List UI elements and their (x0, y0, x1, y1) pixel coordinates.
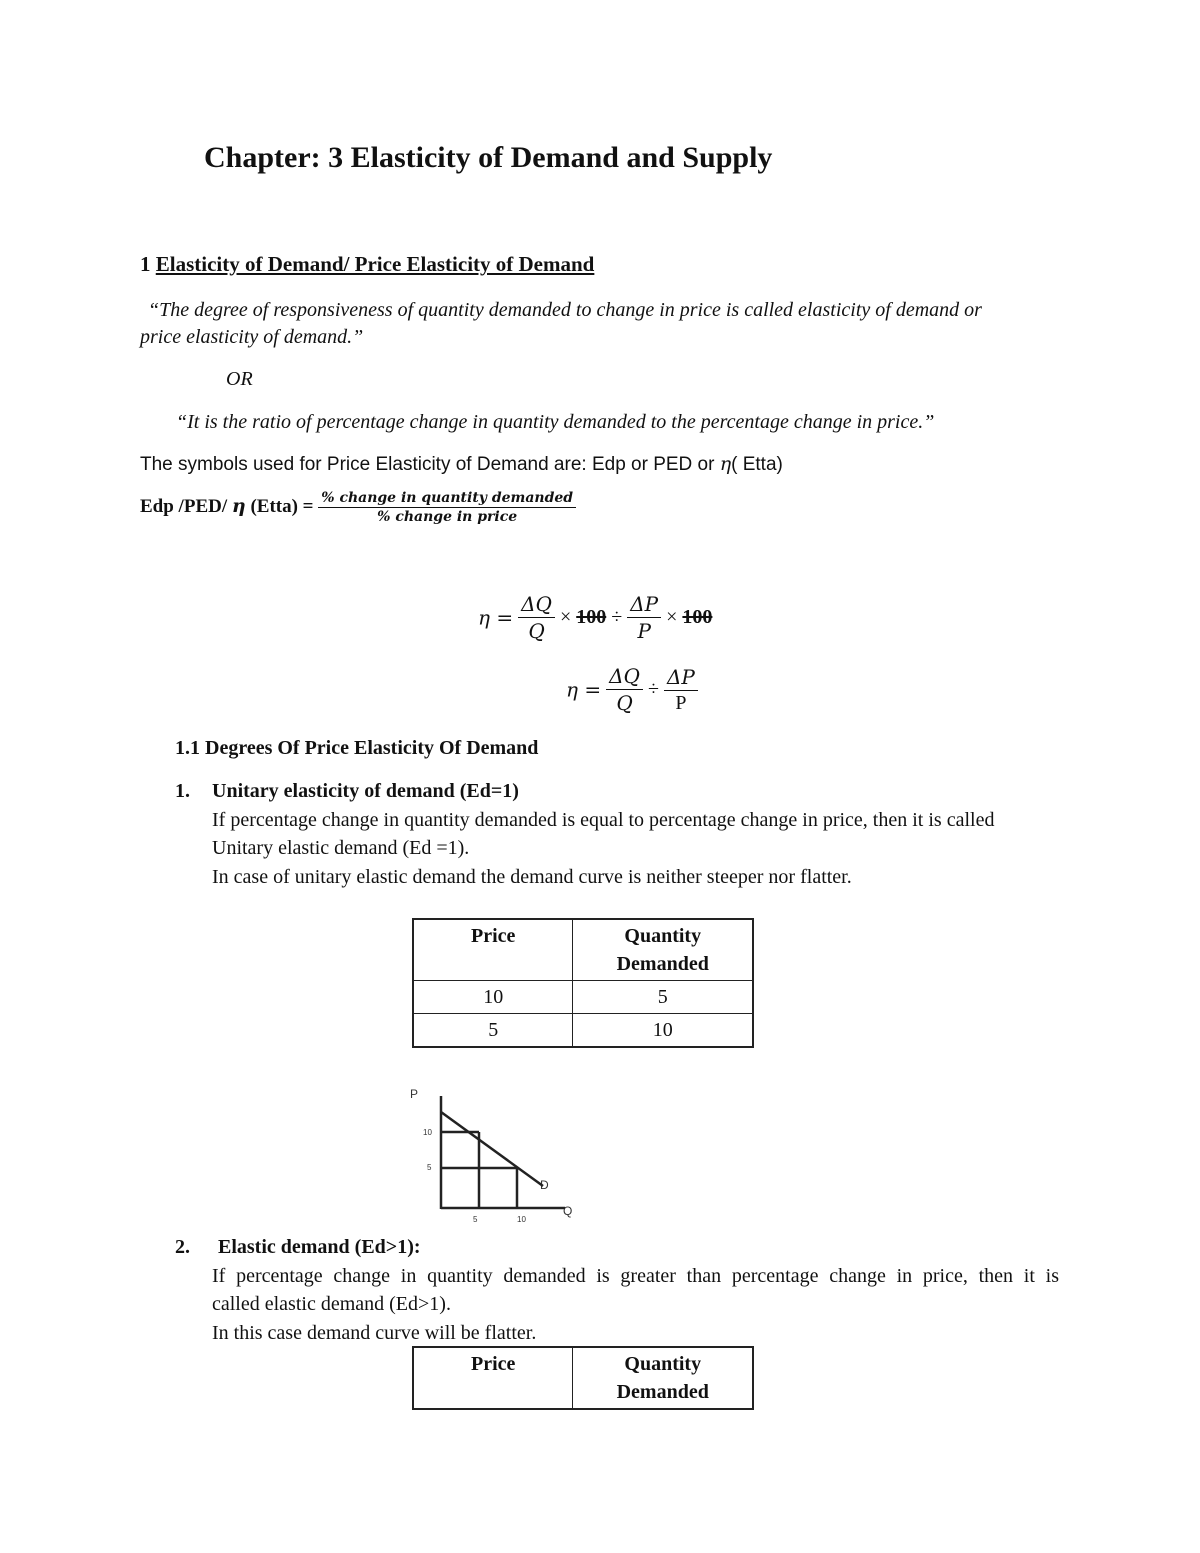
x-tick-5: 5 (473, 1215, 478, 1224)
header-price: Price (413, 1347, 573, 1409)
or-separator: OR (226, 368, 253, 390)
cell-quantity: 5 (573, 981, 753, 1014)
equation-1 (478, 592, 712, 643)
header-quantity: Quantity Demanded (573, 919, 753, 981)
page-title: Chapter: 3 Elasticity of Demand and Supply (204, 141, 773, 174)
item1-number: 1. (175, 780, 190, 802)
eq1-hundred-1: 100 (576, 606, 607, 628)
eq1-divide: ÷ (611, 606, 623, 628)
y-axis-label: P (410, 1087, 419, 1101)
eq1-delta-p: ΔP (627, 592, 661, 618)
table-header-row (413, 1347, 753, 1409)
section-title: Elasticity of Demand/ Price Elasticity of Demand (155, 252, 595, 276)
y-tick-5: 5 (427, 1163, 432, 1172)
eq1-p: P (637, 619, 651, 643)
cell-quantity: 10 (573, 1014, 753, 1048)
eta-symbol: η (719, 453, 732, 475)
eq2-delta-p: ΔP (664, 665, 698, 691)
item2-line2: called elastic demand (Ed>1). (212, 1293, 451, 1315)
y-tick-10: 10 (423, 1128, 432, 1137)
symbols-tail: ( Etta) (731, 454, 783, 475)
item1-title: Unitary elasticity of demand (Ed=1) (212, 780, 519, 802)
elasticity-formula (140, 490, 576, 525)
eq1-fraction-q (518, 592, 555, 643)
definition-quote-line1: “The degree of responsiveness of quantity demanded to change in price is called elasticity of demand or (148, 299, 982, 321)
unitary-demand-table (412, 918, 754, 1048)
eq2-fraction-q (606, 664, 643, 715)
item1-line2: Unitary elastic demand (Ed =1). (212, 837, 470, 859)
formula-label: Edp /PED/ (140, 495, 232, 517)
eq2-p: P (675, 691, 687, 714)
elastic-demand-table (412, 1346, 754, 1410)
item1-line1: If percentage change in quantity demanded is equal to percentage change in price, then it is called (212, 809, 995, 831)
eq2-divide: ÷ (647, 678, 659, 700)
section-heading (140, 252, 594, 277)
item2-title: Elastic demand (Ed>1): (218, 1236, 421, 1258)
formula-denominator: % change in price (377, 509, 518, 525)
section-number: 1 (140, 252, 151, 276)
x-axis-label: Q (563, 1204, 573, 1218)
table-row (413, 1014, 753, 1048)
formula-label-tail: (Etta) = (245, 495, 314, 517)
eq2-lhs: η = (566, 677, 602, 702)
unitary-demand-graph (405, 1082, 585, 1230)
cell-price: 5 (413, 1014, 573, 1048)
symbols-text: The symbols used for Price Elasticity of Demand are: Edp or PED or (140, 454, 720, 475)
definition-quote-line2: price elasticity of demand.” (140, 326, 364, 348)
eq1-lhs: η = (478, 605, 514, 630)
table-row (413, 981, 753, 1014)
equation-2 (566, 664, 698, 715)
formula-eta: η (231, 494, 246, 517)
eq2-q: Q (616, 691, 633, 715)
item2-number: 2. (175, 1236, 190, 1258)
formula-numerator: % change in quantity demanded (318, 490, 576, 508)
eq1-q: Q (528, 619, 545, 643)
eq1-times-1: × (559, 606, 572, 628)
eq1-hundred-2: 100 (682, 606, 713, 628)
subsection-heading: 1.1 Degrees Of Price Elasticity Of Demand (175, 737, 539, 759)
item2-line1: If percentage change in quantity demanded is greater than percentage change in price, then it is (212, 1265, 1059, 1287)
table-header-row (413, 919, 753, 981)
curve-label: D (540, 1178, 549, 1192)
x-tick-10: 10 (517, 1215, 526, 1224)
eq1-delta-q: ΔQ (518, 592, 555, 618)
header-price: Price (413, 919, 573, 981)
eq1-fraction-p (627, 592, 661, 643)
header-quantity: Quantity Demanded (573, 1347, 753, 1409)
demand-curve (441, 1112, 543, 1186)
eq2-fraction-p (664, 665, 698, 715)
definition-quote-2: “It is the ratio of percentage change in quantity demanded to the percentage change in price.” (176, 411, 935, 433)
eq2-delta-q: ΔQ (606, 664, 643, 690)
cell-price: 10 (413, 981, 573, 1014)
symbols-line (140, 450, 783, 479)
item1-line3: In case of unitary elastic demand the demand curve is neither steeper nor flatter. (212, 866, 852, 888)
item2-line3: In this case demand curve will be flatter. (212, 1322, 537, 1344)
formula-fraction (318, 490, 576, 525)
eq1-times-2: × (666, 606, 678, 628)
